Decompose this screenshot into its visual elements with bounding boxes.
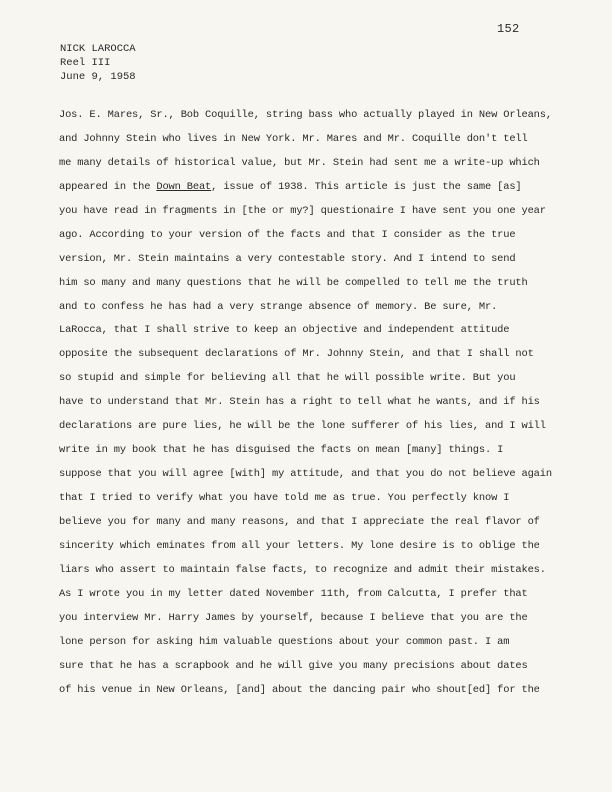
text-line: LaRocca, that I shall strive to keep an objective and independent attitude [59, 324, 510, 337]
text-segment: , issue of 1938. This article is just the same [as] [211, 180, 522, 193]
text-line: have to understand that Mr. Stein has a right to tell what he wants, and if his [59, 396, 540, 409]
text-line: me many details of historical value, but Mr. Stein had sent me a write-up which [59, 156, 540, 169]
document-header [60, 42, 136, 84]
text-line: lone person for asking him valuable questions about your common past. I am [59, 635, 510, 648]
text-segment: appeared in the [59, 180, 157, 193]
text-line: sincerity which eminates from all your letters. My lone desire is to oblige the [59, 539, 540, 552]
interview-date: June 9, 1958 [60, 71, 136, 83]
text-line: suppose that you will agree [with] my attitude, and that you do not believe again [59, 468, 552, 481]
text-line: declarations are pure lies, he will be the lone sufferer of his lies, and I will [59, 420, 546, 433]
text-line: write in my book that he has disguised the facts on mean [many] things. I [59, 444, 504, 457]
text-line: version, Mr. Stein maintains a very contestable story. And I intend to send [59, 252, 516, 265]
text-line: believe you for many and many reasons, and that I appreciate the real flavor of [59, 515, 540, 528]
text-line: and to confess he has had a very strange absence of memory. Be sure, Mr. [59, 300, 498, 313]
text-line: liars who assert to maintain false facts, to recognize and admit their mistakes. [59, 563, 546, 576]
text-line: that I tried to verify what you have told me as true. You perfectly know I [59, 492, 510, 504]
text-line: so stupid and simple for believing all that he will possible write. But you [59, 372, 516, 385]
publication-title: Down Beat [156, 180, 212, 193]
text-line: ago. According to your version of the facts and that I consider as the true [59, 228, 516, 241]
text-line: As I wrote you in my letter dated November 11th, from Calcutta, I prefer that [59, 587, 528, 600]
text-line: and Johnny Stein who lives in New York. Mr. Mares and Mr. Coquille don't tell [59, 132, 528, 145]
text-line: you have read in fragments in [the or my?] questionaire I have sent you one year [59, 204, 546, 217]
text-line: you interview Mr. Harry James by yourself, because I believe that you are the [59, 611, 528, 624]
body-text [59, 104, 559, 702]
text-line: Jos. E. Mares, Sr., Bob Coquille, string bass who actually played in New Orleans, [59, 109, 552, 121]
text-line: opposite the subsequent declarations of Mr. Johnny Stein, and that I shall not [59, 348, 534, 361]
text-line: of his venue in New Orleans, [and] about the dancing pair who shout[ed] for the [59, 683, 540, 696]
text-line: sure that he has a scrapbook and he will give you many precisions about dates [59, 659, 528, 672]
reel-label: Reel III [60, 57, 111, 69]
text-line [59, 176, 559, 200]
page-number: 152 [497, 22, 520, 36]
interviewee-name: NICK LAROCCA [60, 43, 136, 55]
text-line: him so many and many questions that he will be compelled to tell me the truth [59, 276, 528, 289]
